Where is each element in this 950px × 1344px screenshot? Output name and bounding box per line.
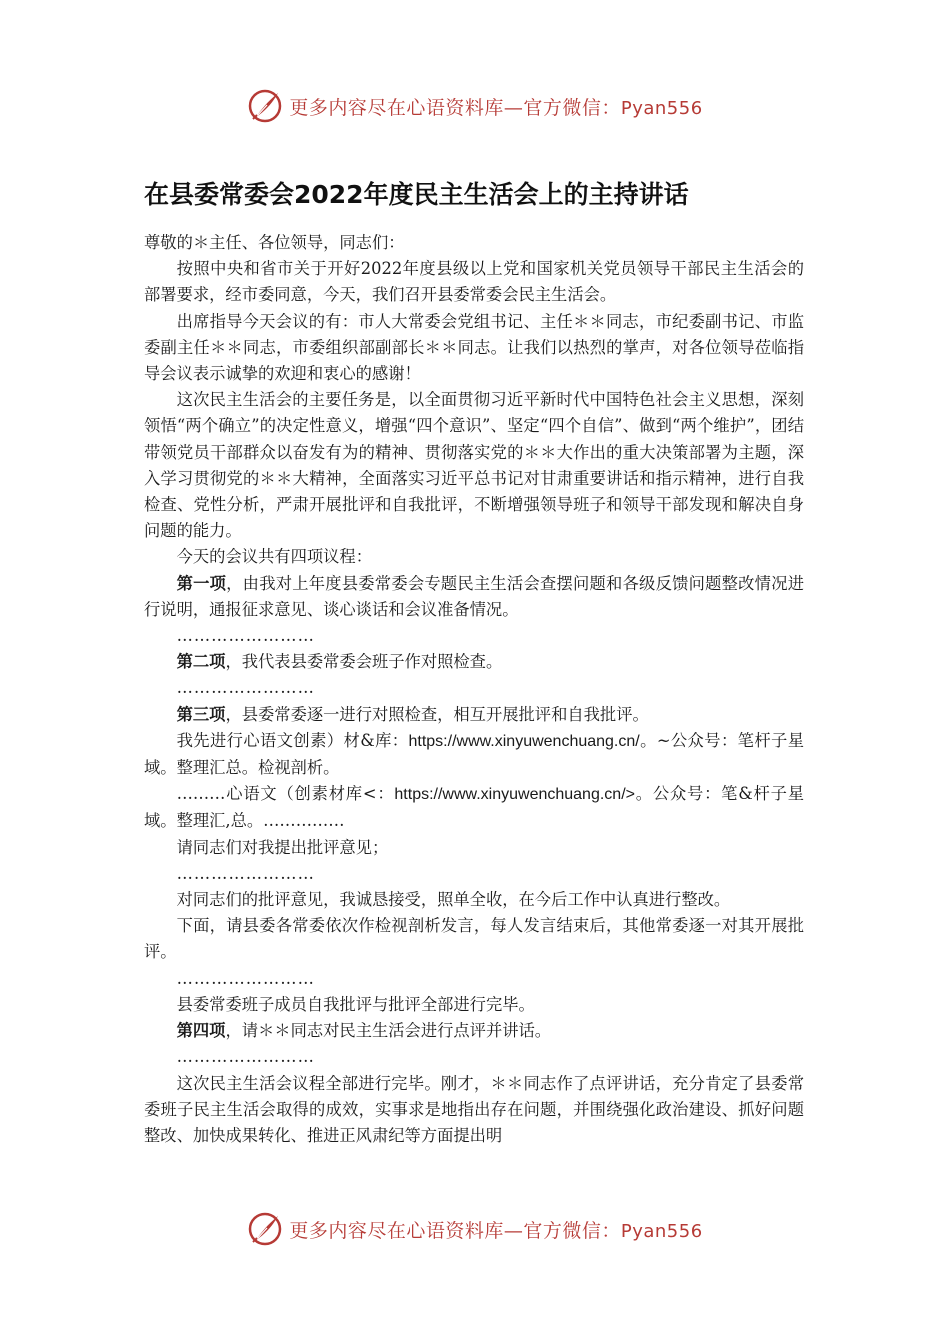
document-title: 在县委常委会2022年度民主生活会上的主持讲话 (144, 180, 689, 209)
document-body (144, 230, 804, 1149)
agenda-label: 第一项 (176, 573, 227, 593)
banner-text: 更多内容尽在心语资料库—官方微信：Pyan556 (289, 1219, 703, 1242)
quill-logo-icon (247, 1211, 283, 1247)
agenda-item-2: 第二项，我代表县委常委会班子作对照检查。 (176, 652, 503, 672)
header-banner (0, 84, 950, 128)
paragraph: 下面，请县委各常委依次作检视剖析发言，每人发言结束后，其他常委逐一对其开展批评。 (144, 916, 804, 962)
ellipsis: …………………… (176, 1047, 315, 1067)
agenda-item-4: 第四项，请＊＊同志对民主生活会进行点评并讲话。 (176, 1021, 552, 1041)
url-text: https://www.xinyuwenchuang.cn/> (394, 786, 635, 804)
paragraph: 请同志们对我提出批评意见； (176, 837, 389, 857)
footer-banner (0, 1207, 950, 1251)
paragraph: 对同志们的批评意见，我诚恳接受，照单全收，在今后工作中认真进行整改。 (176, 890, 731, 910)
greeting: 尊敬的＊主任、各位领导，同志们： (144, 233, 405, 252)
paragraph: ………心语文（创素材库<：https://www.xinyuwenchuang.cn/>。公众号：笔&杆子星域。整理汇,总。…………… (144, 784, 804, 831)
paragraph: 按照中央和省市关于开好2022年度县级以上党和国家机关党员领导干部民主生活会的部署要求，经市委同意，今天，我们召开县委常委会民主生活会。 (144, 259, 804, 305)
wechat-id: Pyan556 (620, 97, 703, 119)
agenda-item-1: 第一项，由我对上年度县委常委会专题民主生活会查摆问题和各级反馈问题整改情况进行说明，通报征求意见、谈心谈话和会议准备情况。 (144, 573, 804, 619)
ellipsis: …………………… (176, 863, 315, 883)
agenda-label: 第四项 (176, 1021, 226, 1041)
paragraph: 出席指导今天会议的有：市人大常委会党组书记、主任＊＊同志，市纪委副书记、市监委副主任＊＊同志，市委组织部副部长＊＊同志。让我们以热烈的掌声，对各位领导莅临指导会议表示诚挚的欢迎和衷心的感谢！ (144, 311, 804, 384)
paragraph: 我先进行心语文创素）材&库：https://www.xinyuwenchuang.cn/。~公众号：笔杆子星域。整理汇总。检视剖析。 (144, 730, 804, 778)
quill-logo-icon (247, 88, 283, 124)
paragraph: 县委常委班子成员自我批评与批评全部进行完毕。 (176, 994, 535, 1014)
paragraph: 这次民主生活会的主要任务是，以全面贯彻习近平新时代中国特色社会主义思想，深刻领悟“两个确立”的决定性意义，增强“四个意识”、坚定“四个自信”、做到“两个维护”，团结带领党员干部群众以奋发有为的精神、贯彻落实党的＊＊大作出的重大决策部署为主题，深入学习贯彻党的＊＊大精神，全面落实习近平总书记对甘肃重要讲话和指示精神，进行自我检查、党性分析，严肃开展批评和自我批评，不断增强领导班子和领导干部发现和解决自身问题的能力。 (144, 390, 804, 541)
banner-text: 更多内容尽在心语资料库—官方微信：Pyan556 (289, 96, 703, 119)
agenda-item-3: 第三项，县委常委逐一进行对照检查，相互开展批评和自我批评。 (176, 704, 649, 724)
ellipsis: …………………… (176, 968, 315, 988)
agenda-label: 第二项 (176, 652, 226, 672)
paragraph: 这次民主生活会议程全部进行完毕。刚才，＊＊同志作了点评讲话，充分肯定了县委常委班子民主生活会取得的成效，实事求是地指出存在问题，并围绕强化政治建设、抓好问题整改、加快成果转化、推进正风肃纪等方面提出明 (144, 1073, 804, 1145)
wechat-id: Pyan556 (620, 1220, 703, 1242)
agenda-label: 第三项 (176, 704, 226, 724)
ellipsis: …………………… (176, 678, 315, 698)
ellipsis: …………………… (176, 626, 315, 646)
paragraph: 今天的会议共有四项议程： (176, 547, 372, 567)
url-text: https://www.xinyuwenchuang.cn/ (408, 732, 640, 750)
